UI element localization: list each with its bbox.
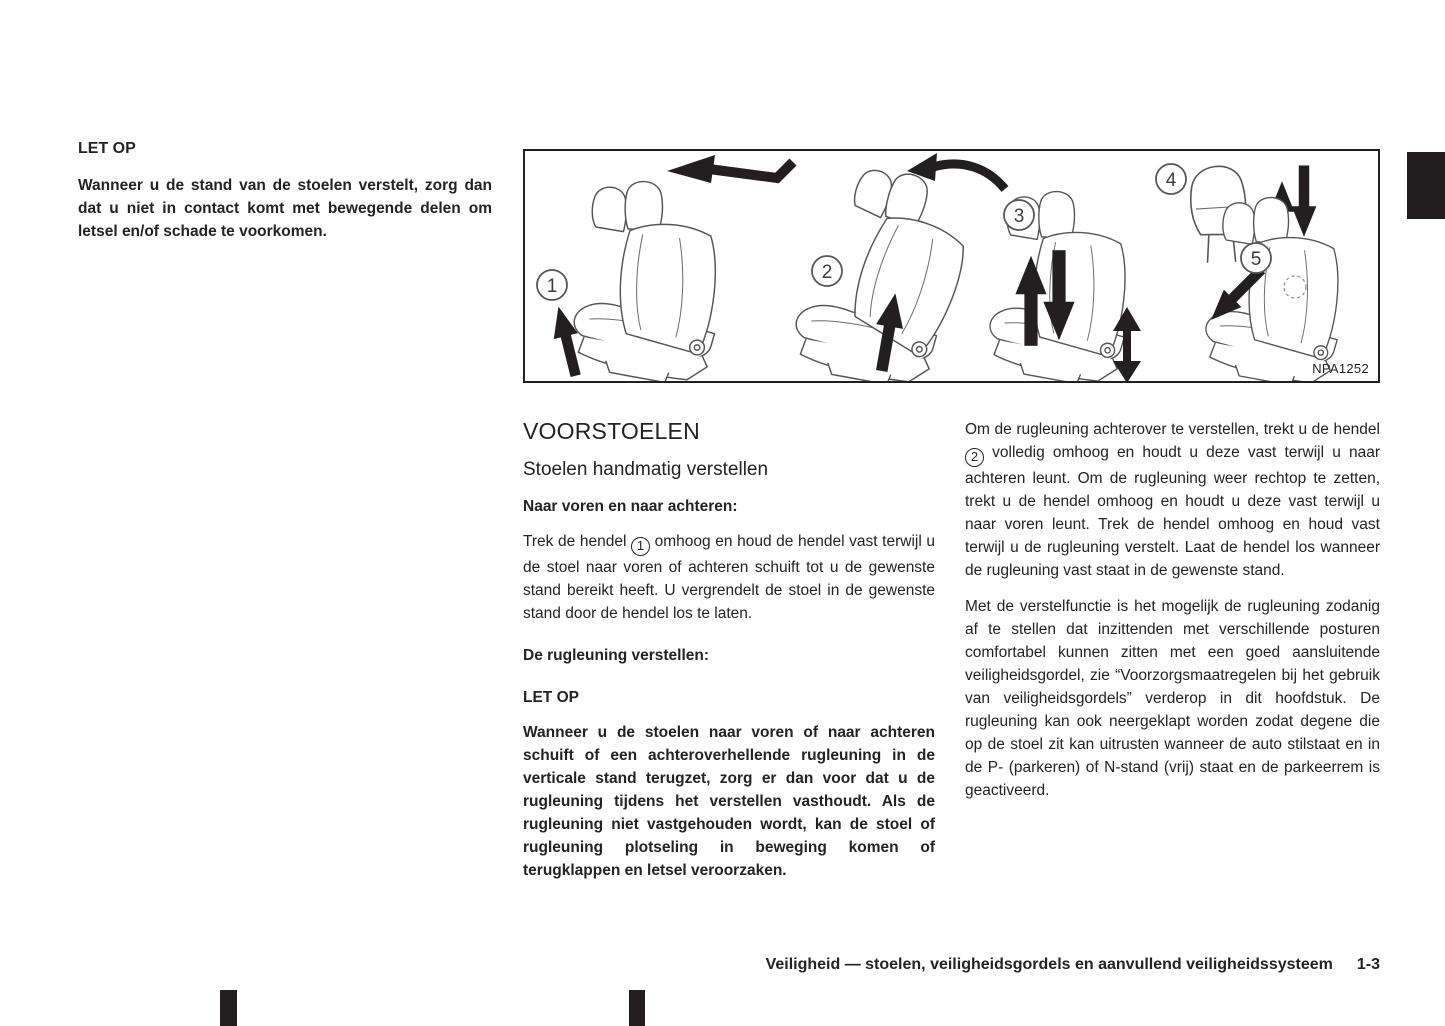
section-title: VOORSTOELEN xyxy=(523,418,700,444)
warning-heading: LET OP xyxy=(523,689,579,706)
print-mark-right xyxy=(629,990,645,1026)
callout-2 xyxy=(812,256,842,286)
seat-adjustment-figure xyxy=(523,149,1380,383)
heading-slide: Naar voren en naar achteren: xyxy=(523,498,738,515)
seat-illustration xyxy=(525,151,1378,381)
svg-text:3: 3 xyxy=(1013,206,1025,227)
print-mark-left xyxy=(220,990,237,1026)
warning-paragraph: Wanneer u de stoelen naar voren of naar achteren schuift of een achteroverhellende rugleuning in de verticale stand terugzet, zorg er dan voor dat u de rugleuning tijdens het verstellen vasthoudt. Als de rugleuning niet vastgehouden wordt, kan de stoel of rugleuning plotseling in beweging komen of terugklappen en letsel veroorzaken. xyxy=(523,724,935,879)
callout-4 xyxy=(1156,164,1186,194)
footer-page-number: 1-3 xyxy=(1356,956,1380,973)
para-slide-pre: Trek de hendel xyxy=(523,533,627,550)
para-slide xyxy=(523,530,935,625)
callout-2-ref: 2 xyxy=(965,448,984,467)
svg-text:4: 4 xyxy=(1165,170,1177,191)
figure-code: NPA1252 xyxy=(1312,361,1369,376)
svg-text:1: 1 xyxy=(546,276,558,297)
callout-1-ref: 1 xyxy=(631,537,650,556)
page-footer xyxy=(523,956,1380,974)
footer-section-title: Veiligheid — stoelen, veiligheidsgordels en aanvullend veiligheidssysteem xyxy=(765,956,1333,973)
caution-heading: LET OP xyxy=(78,140,136,157)
callout-5 xyxy=(1241,243,1271,273)
svg-text:5: 5 xyxy=(1250,249,1262,270)
para-recline-pre: Om de rugleuning achterover te verstellen, trekt u de hendel xyxy=(965,421,1380,438)
top-caution-note xyxy=(78,140,492,243)
chapter-tab-marker xyxy=(1407,152,1445,219)
callout-1 xyxy=(537,270,567,300)
para-recline-post: volledig omhoog en houdt u deze vast terwijl u naar achteren leunt. Om de rugleuning weer rechtop te zetten, trekt u de hendel omhoog en houdt u deze vast terwijl u naar voren leunt. Trek de hendel omhoog en houd vast terwijl u de rugleuning verstelt. Laat de hendel los wanneer de rugleuning vast staat in de gewenste stand. xyxy=(965,444,1380,579)
caution-text: Wanneer u de stand van de stoelen verstelt, zorg dan dat u niet in contact komt met bewegende delen om letsel en/of schade te voorkomen. xyxy=(78,177,492,240)
callout-3 xyxy=(1004,200,1034,230)
para-function: Met de verstelfunctie is het mogelijk de rugleuning zodanig af te stellen dat inzittenden met verschillende posturen comfortabel kunnen zitten met een goed aansluitende veiligheidsgordel, zie “Voorzorgsmaatregelen bij het gebruik van veiligheidsgordels” verderop in dit hoofdstuk. De rugleuning kan ook neergeklapt worden zodat degene die op de stoel zit kan uitrusten wanneer de auto stilstaat en in de P- (parkeren) of N-stand (vrij) staat en de parkeerrem is geactiveerd. xyxy=(965,598,1380,799)
para-recline xyxy=(965,418,1380,582)
seat-1-slide xyxy=(546,155,793,381)
seat-5-lumbar xyxy=(1202,198,1337,381)
left-column xyxy=(523,418,935,895)
para-slide-post: omhoog en houd de hendel vast terwijl u de stoel naar voren of achteren schuift tot u de gewenste stand bereikt heeft. U vergrendelt de stoel in de gewenste stand door de hendel los te laten. xyxy=(523,533,936,622)
right-column xyxy=(965,418,1380,815)
section-subtitle: Stoelen handmatig verstellen xyxy=(523,459,769,480)
svg-text:2: 2 xyxy=(821,262,833,283)
heading-recline: De rugleuning verstellen: xyxy=(523,647,710,664)
